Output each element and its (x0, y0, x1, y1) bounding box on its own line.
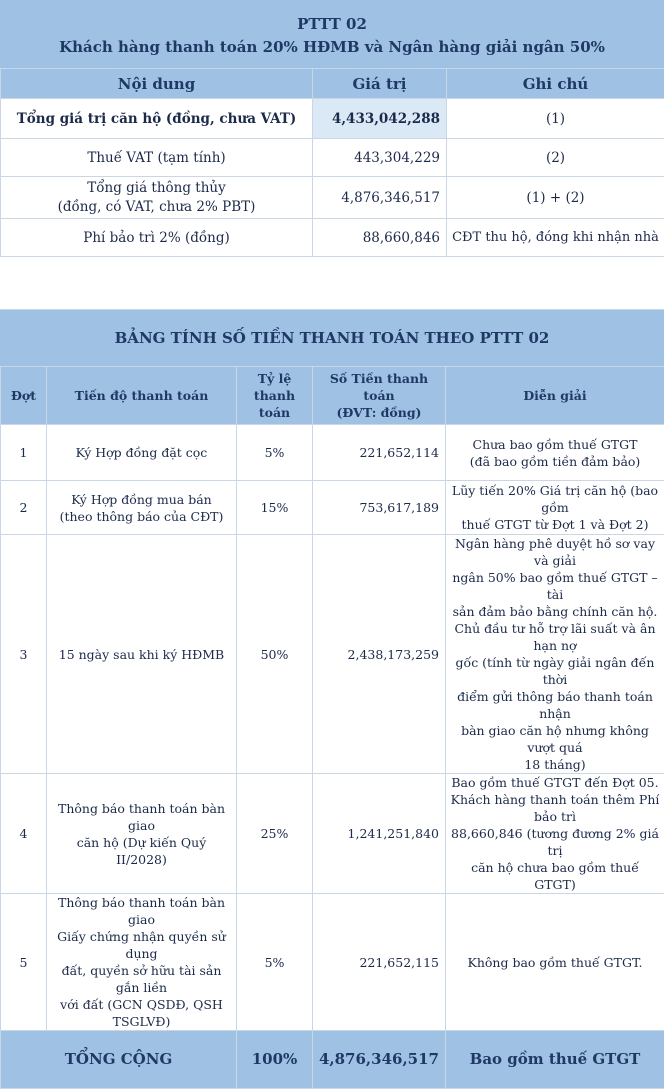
summary-row-total-price (1, 99, 664, 139)
schedule-row-2 (1, 481, 664, 535)
schedule-title: BẢNG TÍNH SỐ TIỀN THANH TOÁN THEO PTTT 02 (0, 309, 664, 366)
row-amount: 753,617,189 (313, 481, 446, 535)
row-value: 443,304,229 (313, 139, 447, 177)
row-explain: Lũy tiến 20% Giá trị căn hộ (bao gồm thuế GTGT từ Đợt 1 và Đợt 2) (446, 481, 664, 535)
header-explain: Diễn giải (446, 367, 664, 425)
row-progress: Thông báo thanh toán bàn giao Giấy chứng nhận quyền sử dụng đất, quyền sở hữu tài sản gắn liền với đất (GCN QSDĐ, QSH TSGLVĐ) (47, 894, 237, 1031)
row-phase: 5 (1, 894, 47, 1031)
row-rate: 50% (237, 535, 313, 774)
total-explain: Bao gồm thuế GTGT (446, 1031, 664, 1089)
row-amount: 221,652,115 (313, 894, 446, 1031)
row-explain: Chưa bao gồm thuế GTGT (đã bao gồm tiền đảm bảo) (446, 425, 664, 481)
schedule-row-4 (1, 774, 664, 894)
row-value: 4,876,346,517 (313, 177, 447, 219)
row-amount: 1,241,251,840 (313, 774, 446, 894)
header-progress: Tiến độ thanh toán (47, 367, 237, 425)
row-amount: 2,438,173,259 (313, 535, 446, 774)
schedule-row-5 (1, 894, 664, 1031)
row-phase: 2 (1, 481, 47, 535)
schedule-row-1 (1, 425, 664, 481)
row-content: Tổng giá trị căn hộ (đồng, chưa VAT) (1, 99, 313, 139)
header-note: Ghi chú (447, 69, 664, 99)
header-content: Nội dung (1, 69, 313, 99)
schedule-total-row (1, 1031, 664, 1089)
header-amount: Số Tiền thanh toán (ĐVT: đồng) (313, 367, 446, 425)
row-progress: Ký Hợp đồng đặt cọc (47, 425, 237, 481)
row-progress: Thông báo thanh toán bàn giao căn hộ (Dự kiến Quý II/2028) (47, 774, 237, 894)
summary-table (0, 68, 664, 257)
row-value: 88,660,846 (313, 219, 447, 257)
row-progress: 15 ngày sau khi ký HĐMB (47, 535, 237, 774)
total-rate: 100% (237, 1031, 313, 1089)
row-note: CĐT thu hộ, đóng khi nhận nhà (447, 219, 664, 257)
row-value: 4,433,042,288 (313, 99, 447, 139)
summary-row-gross (1, 177, 664, 219)
row-note: (1) + (2) (447, 177, 664, 219)
row-explain: Bao gồm thuế GTGT đến Đợt 05. Khách hàng thanh toán thêm Phí bảo trì 88,660,846 (tương đương 2% giá trị căn hộ chưa bao gồm thuế GTGT) (446, 774, 664, 894)
header-phase: Đợt (1, 367, 47, 425)
row-amount: 221,652,114 (313, 425, 446, 481)
schedule-header-row (1, 367, 664, 425)
header-rate: Tỷ lệ thanh toán (237, 367, 313, 425)
row-note: (1) (447, 99, 664, 139)
row-explain: Ngân hàng phê duyệt hồ sơ vay và giải ngân 50% bao gồm thuế GTGT – tài sản đảm bảo bằng chính căn hộ. Chủ đầu tư hỗ trợ lãi suất và ân hạn nợ gốc (tính từ ngày giải ngân đến thời điểm gửi thông báo thanh toán nhận bàn giao căn hộ nhưng không vượt quá 18 tháng) (446, 535, 664, 774)
row-content: Thuế VAT (tạm tính) (1, 139, 313, 177)
row-phase: 4 (1, 774, 47, 894)
row-rate: 5% (237, 894, 313, 1031)
summary-row-maintenance-fee (1, 219, 664, 257)
row-phase: 1 (1, 425, 47, 481)
row-content: Phí bảo trì 2% (đồng) (1, 219, 313, 257)
row-rate: 5% (237, 425, 313, 481)
row-progress: Ký Hợp đồng mua bán (theo thông báo của CĐT) (47, 481, 237, 535)
summary-header-row (1, 69, 664, 99)
row-explain: Không bao gồm thuế GTGT. (446, 894, 664, 1031)
total-amount: 4,876,346,517 (313, 1031, 446, 1089)
row-content: Tổng giá thông thủy (đồng, có VAT, chưa 2% PBT) (1, 177, 313, 219)
schedule-row-3 (1, 535, 664, 774)
header-value: Giá trị (313, 69, 447, 99)
row-rate: 15% (237, 481, 313, 535)
summary-title-banner (0, 0, 664, 68)
summary-title-line1: PTTT 02 (0, 13, 664, 36)
row-phase: 3 (1, 535, 47, 774)
summary-row-vat (1, 139, 664, 177)
summary-title-line2: Khách hàng thanh toán 20% HĐMB và Ngân hàng giải ngân 50% (0, 36, 664, 59)
row-note: (2) (447, 139, 664, 177)
section-gap (0, 257, 664, 309)
row-rate: 25% (237, 774, 313, 894)
schedule-table (0, 366, 664, 1089)
total-label: TỔNG CỘNG (1, 1031, 237, 1089)
